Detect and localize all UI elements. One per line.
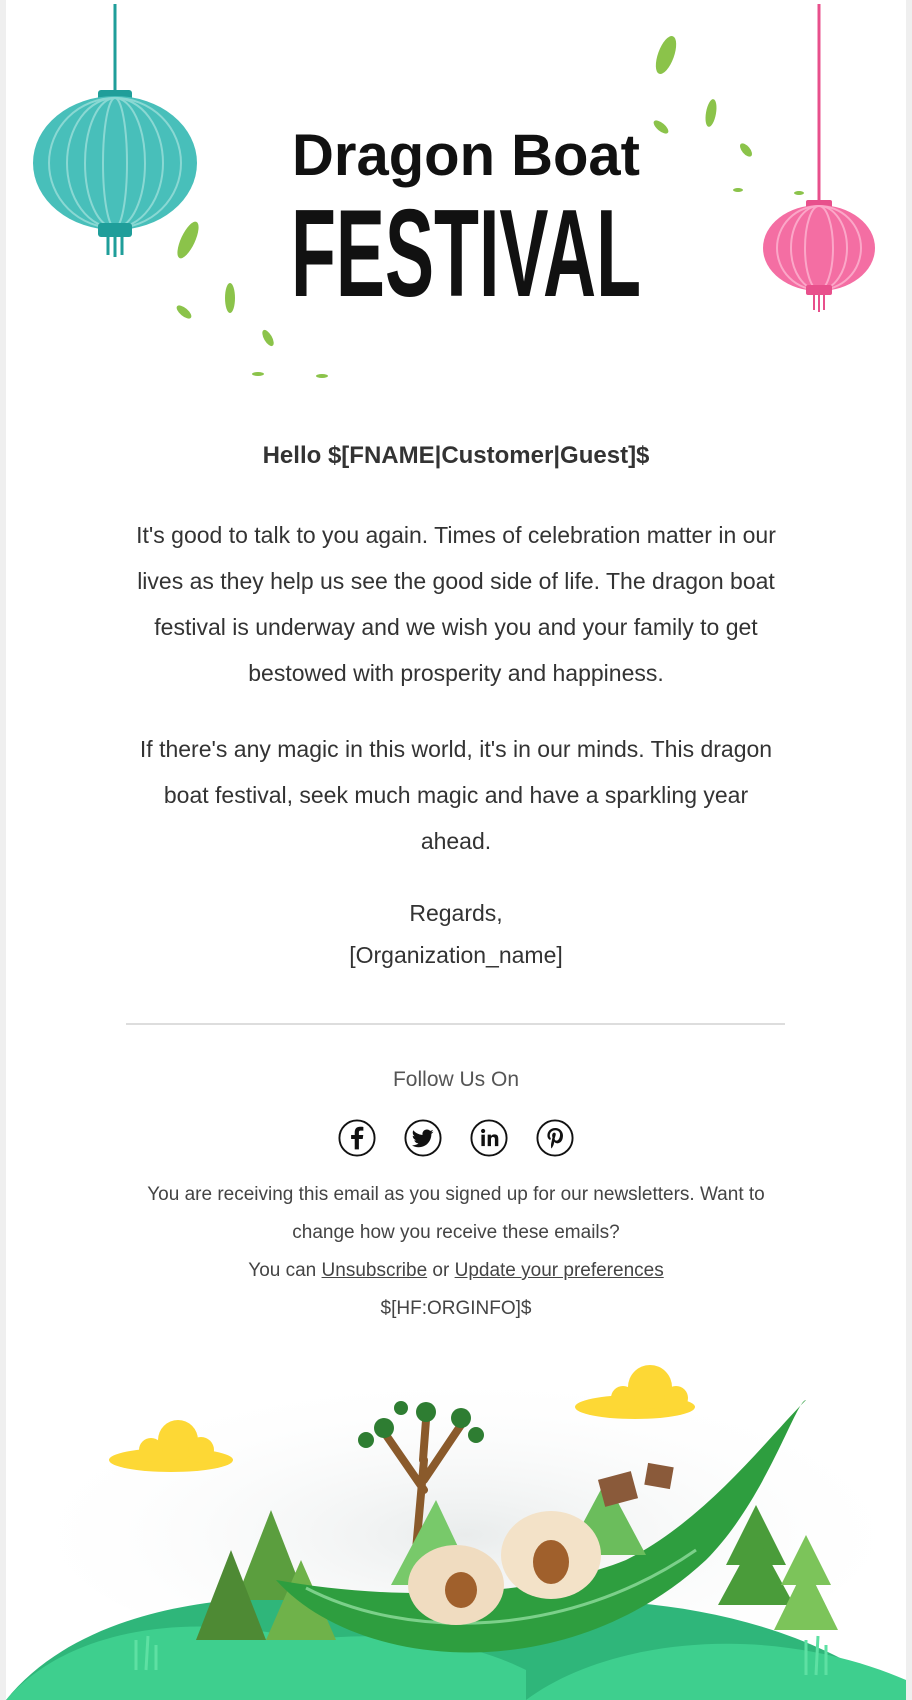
pinterest-icon[interactable] <box>536 1119 574 1157</box>
linkedin-icon[interactable] <box>470 1119 508 1157</box>
or-text: or <box>427 1260 455 1281</box>
pink-lantern-icon <box>763 4 875 312</box>
facebook-icon[interactable] <box>338 1119 376 1157</box>
follow-heading: Follow Us On <box>392 1068 520 1091</box>
update-preferences-link[interactable]: Update your preferences <box>454 1260 664 1281</box>
wish-paragraph: If there's any magic in this world, it's in our minds. This dragon boat festival, seek much magic and have a sparkling year ahead. <box>139 736 773 854</box>
twitter-icon[interactable] <box>404 1119 442 1157</box>
org-info: $[HF:ORGINFO]$ <box>380 1298 532 1319</box>
footer-illustration <box>6 1340 906 1700</box>
social-links <box>6 1119 906 1157</box>
email-body <box>6 0 906 1700</box>
newsletter-notice: You are receiving this email as you signed up for our newsletters. Want to change how you receive these emails? <box>147 1184 765 1243</box>
regards-text: Regards, <box>409 900 503 926</box>
organization-name: [Organization_name] <box>349 942 563 968</box>
header-title-line2: FESTIVAL <box>291 185 641 323</box>
divider <box>126 1023 785 1025</box>
header-banner <box>6 0 906 400</box>
unsubscribe-link[interactable]: Unsubscribe <box>321 1260 428 1281</box>
preferences-line <box>116 1252 796 1290</box>
intro-paragraph: It's good to talk to you again. Times of celebration matter in our lives as they help us see the good side of life. The dragon boat festival is underway and we wish you and your family to get bestowed with prosperity and happiness. <box>136 522 776 686</box>
greeting-heading: Hello $[FNAME|Customer|Guest]$ <box>262 442 650 469</box>
teal-lantern-icon <box>33 4 197 257</box>
you-can-text: You can <box>248 1260 322 1281</box>
header-title-line1: Dragon Boat <box>292 123 640 188</box>
